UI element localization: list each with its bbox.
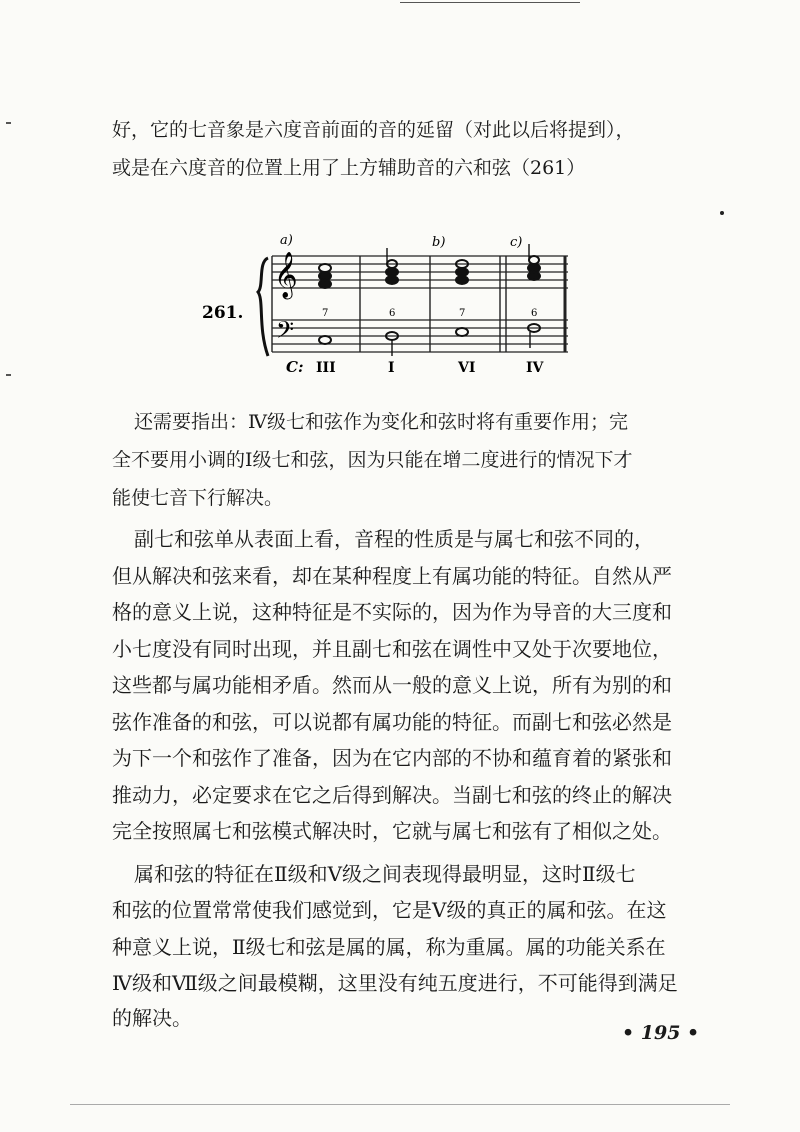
barlines: [272, 256, 565, 352]
intro-line-1: 好，它的七音象是六度音前面的音的延留（对此以后将提到），: [112, 119, 635, 141]
para2-line-9: 完全按照属七和弦模式解决时，它就与属七和弦有了相似之处。: [112, 819, 672, 843]
roman-numeral-4: IV: [526, 360, 544, 376]
para2-line-3: 格的意义上说，这种特征是不实际的，因为作为导音的大三度和: [112, 600, 672, 624]
para2-line-7: 为下一个和弦作了准备，因为在它内部的不协和蕴育着的紧张和: [112, 746, 672, 770]
figure-2: 6: [389, 308, 396, 319]
roman-numeral-3: VI: [458, 360, 476, 376]
para2-line-2: 但从解决和弦来看，却在某种程度上有属功能的特征。自然从严: [112, 564, 672, 588]
scan-dot-right: [720, 211, 724, 215]
para3-line-4: Ⅳ级和Ⅶ级之间最模糊，这里没有纯五度进行，不可能得到满足: [112, 971, 678, 995]
para1-line-1: 还需要指出：Ⅳ级七和弦作为变化和弦时将有重要作用；完: [134, 411, 628, 433]
roman-numeral-1: III: [316, 360, 336, 376]
figure-4: 6: [531, 308, 538, 319]
roman-numeral-2: I: [388, 360, 395, 376]
scan-mark-top: [400, 2, 580, 3]
grand-staff-brace: [258, 258, 268, 356]
para1-line-3: 能使七音下行解决。: [112, 487, 284, 509]
para2-line-4: 小七度没有同时出现，并且副七和弦在调性中又处于次要地位，: [112, 637, 672, 661]
para2-line-1: 副七和弦单从表面上看，音程的性质是与属七和弦不同的，: [134, 527, 654, 551]
page-number: • 195 •: [622, 1022, 700, 1044]
para2-line-8: 推动力，必定要求在它之后得到解决。当副七和弦的终止的解决: [112, 783, 672, 807]
bass-clef-icon: 𝄢: [276, 316, 295, 349]
para3-line-1: 属和弦的特征在Ⅱ级和Ⅴ级之间表现得最明显，这时Ⅱ级七: [134, 862, 636, 886]
music-example-261: [200, 228, 590, 376]
section-label-c: c): [510, 235, 523, 250]
para3-line-5: 的解决。: [112, 1006, 192, 1030]
scan-line-bottom: [70, 1104, 730, 1105]
bass-staff: [272, 320, 568, 352]
intro-line-2: 或是在六度音的位置上用了上方辅助音的六和弦（261）: [112, 157, 586, 179]
para2-line-5: 这些都与属功能相矛盾。然而从一般的意义上说，所有为别的和: [112, 673, 672, 697]
example-number: 261.: [202, 303, 244, 323]
figure-3: 7: [459, 308, 466, 319]
key-label: C:: [286, 358, 304, 376]
para3-line-2: 和弦的位置常常使我们感觉到，它是Ⅴ级的真正的属和弦。在这: [112, 898, 667, 922]
figure-1: 7: [322, 308, 329, 319]
section-label-a: a): [280, 233, 293, 248]
section-label-b: b): [432, 235, 446, 250]
scan-mark-left: [6, 122, 11, 124]
para3-line-3: 种意义上说，Ⅱ级七和弦是属的属，称为重属。属的功能关系在: [112, 935, 666, 959]
scan-mark-left2: [6, 374, 11, 376]
para1-line-2: 全不要用小调的Ⅰ级七和弦，因为只能在增二度进行的情况下才: [112, 449, 633, 471]
treble-clef-icon: 𝄞: [274, 252, 298, 298]
treble-staff: [272, 256, 568, 288]
para2-line-6: 弦作准备的和弦，可以说都有属功能的特征。而副七和弦必然是: [112, 710, 672, 734]
